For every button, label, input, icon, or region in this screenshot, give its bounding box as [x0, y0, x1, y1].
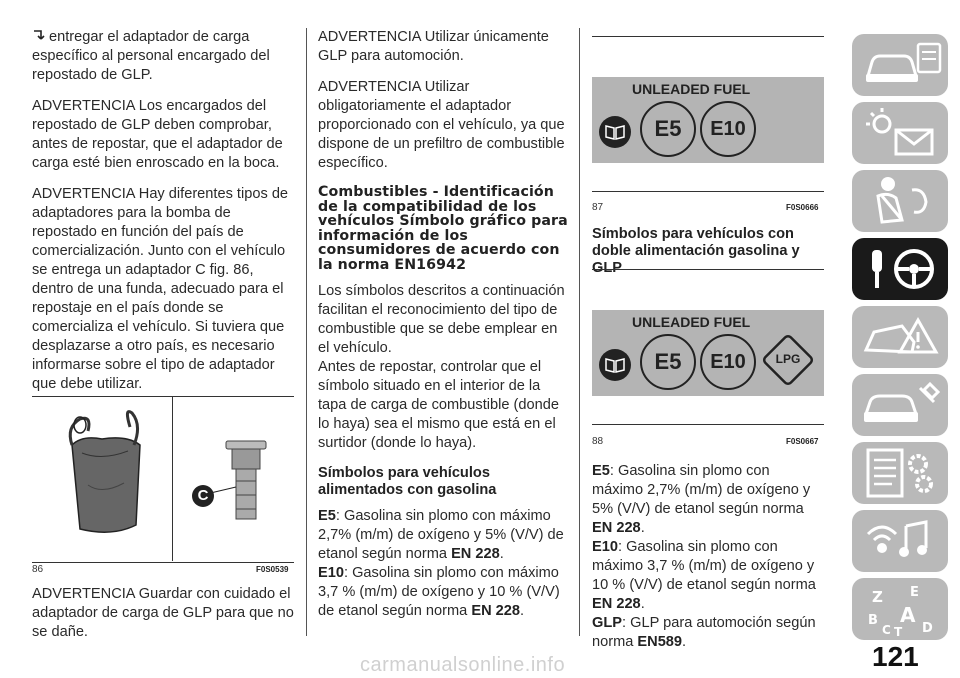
warning-paragraph: ADVERTENCIA Utilizar únicamente GLP para automoción. [318, 29, 549, 64]
warning-paragraph: ADVERTENCIA Hay diferentes tipos de adaptadores para la bomba de repostado en función del país de comercialización. Junto con el vehículo se entrega un adaptador C fig. 86, dentro de una funda, adecuado para el repostaje en el país donde se comercializa el vehículo. Si tuviera que desplazarse a otro país, es necesario informarse sobre el tipo de adaptador que debe utilizar. [32, 186, 289, 392]
fuel-sign-title: UNLEADED FUEL [632, 81, 751, 97]
warning-paragraph: ADVERTENCIA Guardar con cuidado el adaptador de carga de GLP para que no se dañe. [32, 586, 294, 640]
car-accident-icon [852, 306, 948, 368]
column-divider [306, 28, 307, 636]
alphabetical-index-icon [852, 578, 948, 640]
figure-86-number: 86 [32, 564, 44, 575]
figure-86-code: F0S0539 [256, 565, 289, 574]
sidebar-tab-safety[interactable] [852, 170, 948, 232]
fuel-e10-description: E10: Gasolina sin plomo con máximo 3,7 % (m/m) de oxígeno y 10 % (V/V) de etanol según norma EN 228. [592, 539, 816, 612]
sidebar-tab-maintenance[interactable] [852, 374, 948, 436]
sidebar-tab-starting-driving[interactable] [852, 238, 948, 300]
fuel-glp-description: GLP: GLP para automoción según norma EN589. [592, 615, 816, 650]
figure-86 [32, 396, 294, 563]
sidebar-tab-multimedia[interactable] [852, 510, 948, 572]
index-letter: C [882, 623, 891, 637]
figure-divider [172, 397, 173, 561]
index-letter: E [910, 585, 919, 600]
figure-88 [592, 269, 824, 425]
adapter-c-illustration [174, 399, 294, 559]
column-divider [579, 28, 580, 636]
index-letter: T [894, 625, 903, 639]
column-right-bottom [592, 462, 824, 652]
figure-87 [592, 36, 824, 192]
subsection-heading: Símbolos para vehículos con doble alimentación gasolina y GLP [592, 226, 800, 276]
figure-87-code: F0S0666 [786, 203, 819, 212]
adapter-bag-illustration [32, 405, 172, 545]
column-left-bottom [32, 585, 294, 642]
sidebar-tab-technical-data[interactable] [852, 442, 948, 504]
paragraph-continuation: entregar el adaptador de carga específico al personal encargado del repostado de GLP. [32, 29, 270, 83]
sidebar-tab-emergency[interactable] [852, 306, 948, 368]
fuel-sign-title: UNLEADED FUEL [632, 314, 751, 330]
sidebar-tab-dashboard[interactable] [852, 34, 948, 96]
warning-paragraph: ADVERTENCIA Utilizar obligatoriamente el adaptador proporcionado con el vehículo, ya que dispone de un prefiltro de combustible específico. [318, 79, 565, 171]
index-letter: A [900, 603, 916, 627]
fuel-e10-description: E10: Gasolina sin plomo con máximo 3,7 % (m/m) de oxígeno y 10 % (V/V) de etanol según norma EN 228. [318, 565, 560, 619]
section-heading: Combustibles - Identificación de la compatibilidad de los vehículos Símbolo gráfico para información de los consumidores de acuerdo con la norma EN16942 [318, 184, 568, 273]
fuel-sign-unleaded-lpg [592, 310, 824, 396]
fuel-e5-description: E5: Gasolina sin plomo con máximo 2,7% (m/m) de oxígeno y 5% (V/V) de etanol según norma EN 228. [592, 463, 811, 536]
e5-symbol: E5 [640, 101, 696, 157]
figure-87-number: 87 [592, 202, 604, 213]
sidebar-tab-lights[interactable] [852, 102, 948, 164]
lpg-symbol-label: LPG [775, 352, 801, 366]
index-letter: D [922, 621, 933, 636]
manual-book-icon [598, 348, 632, 382]
manual-book-icon [598, 115, 632, 149]
e10-symbol: E10 [700, 101, 756, 157]
body-paragraph: Antes de repostar, controlar que el símbolo situado en el interior de la tapa de carga de combustible (donde lo haya) sea el mismo que está en el surtidor (donde lo haya). [318, 359, 559, 451]
car-service-icon [852, 374, 948, 436]
continuation-arrow-icon [32, 30, 45, 42]
index-letter: Z [872, 588, 883, 606]
airbag-seatbelt-icon [852, 170, 948, 232]
fuel-sign-unleaded [592, 77, 824, 163]
callout-c: C [192, 485, 214, 507]
car-dashboard-icon [852, 34, 948, 96]
checklist-gears-icon [852, 442, 948, 504]
e10-symbol: E10 [700, 334, 756, 390]
multimedia-icon [852, 510, 948, 572]
figure-88-code: F0S0667 [786, 437, 819, 446]
lights-message-icon [852, 102, 948, 164]
key-steering-wheel-icon [852, 238, 948, 300]
sidebar-tab-index[interactable] [852, 578, 948, 640]
column-middle [318, 28, 568, 621]
figure-88-number: 88 [592, 436, 604, 447]
watermark: carmanualsonline.info [360, 654, 566, 676]
index-letter: B [868, 613, 878, 628]
column-left [32, 28, 294, 406]
fuel-e5-description: E5: Gasolina sin plomo con máximo 2,7% (m/m) de oxígeno y 5% (V/V) de etanol según norma EN 228. [318, 508, 564, 562]
e5-symbol: E5 [640, 334, 696, 390]
subsection-heading: Símbolos para vehículos alimentados con gasolina [318, 465, 497, 498]
body-paragraph: Los símbolos descritos a continuación facilitan el reconocimiento del tipo de combustible que se debe emplear en el vehículo. [318, 283, 565, 356]
page-number: 121 [872, 641, 919, 672]
warning-paragraph: ADVERTENCIA Los encargados del repostado de GLP deben comprobar, antes de repostar, que el adaptador de carga esté bien enroscado en la boca. [32, 98, 283, 171]
